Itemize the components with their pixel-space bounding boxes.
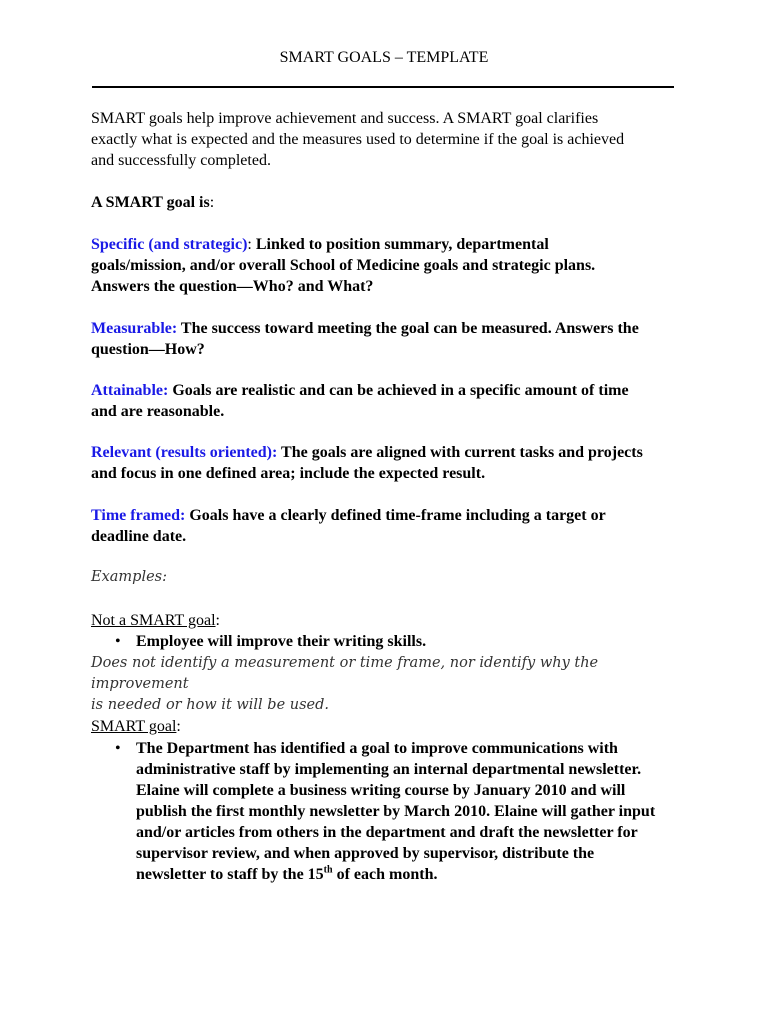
smart-bullet-text bbox=[136, 738, 695, 885]
title-rule bbox=[92, 86, 674, 88]
bullet-icon: • bbox=[115, 740, 121, 757]
criterion-text: Linked to position summary, departmental goals/mission, and/or overall School of Medicine goals and strategic plans. Answers the question—Who? and What? bbox=[91, 236, 596, 295]
not-smart-bullet bbox=[115, 631, 695, 652]
examples-label: Examples: bbox=[91, 569, 167, 585]
ordinal-suffix: th bbox=[323, 864, 333, 876]
bullet-icon: • bbox=[115, 633, 121, 650]
criterion-relevant bbox=[91, 442, 691, 484]
smart-bullet-main: The Department has identified a goal to improve communications with administrative staff by implementing an internal departmental newsletter. Elaine will complete a business writing course by January 2010 and will publish the first monthly newsletter by March 2010. Elaine will gather input and/or articles from others in the department and draft the newsletter for supervisor review, and when approved by supervisor, distribute the newsletter to staff by the 15 bbox=[136, 740, 656, 883]
not-smart-bullet-text: Employee will improve their writing skills. bbox=[136, 633, 427, 650]
intro-paragraph: SMART goals help improve achievement and success. A SMART goal clarifies exactly what is expected and the measures used to determine if the goal is achieved and successfully completed. bbox=[91, 110, 625, 169]
smart-bullet bbox=[115, 738, 695, 885]
page-title: SMART GOALS – TEMPLATE bbox=[279, 49, 489, 66]
criterion-term: Measurable: bbox=[91, 320, 178, 337]
criterion-term: Time framed: bbox=[91, 507, 186, 524]
smart-bullet-end: of each month. bbox=[332, 866, 438, 883]
criterion-sep: : bbox=[247, 236, 252, 253]
definition-heading-text: A SMART goal is bbox=[91, 194, 210, 211]
criterion-term: Specific (and strategic) bbox=[91, 236, 248, 253]
criterion-attainable bbox=[91, 380, 691, 422]
criterion-term: Relevant (results oriented): bbox=[91, 444, 278, 461]
criterion-measurable bbox=[91, 318, 691, 360]
criterion-text: The goals are aligned with current tasks and projects and focus in one defined area; include the expected result. bbox=[91, 444, 643, 482]
criterion-time-framed bbox=[91, 505, 691, 547]
criterion-specific bbox=[91, 234, 691, 297]
not-smart-heading-colon: : bbox=[215, 612, 220, 629]
not-smart-heading-text: Not a SMART goal bbox=[91, 612, 216, 629]
definition-heading bbox=[91, 192, 691, 213]
criterion-text: The success toward meeting the goal can be measured. Answers the question—How? bbox=[91, 320, 639, 358]
smart-heading-text: SMART goal bbox=[91, 718, 177, 735]
not-smart-heading bbox=[91, 610, 691, 631]
criterion-text: Goals are realistic and can be achieved in a specific amount of time and are reasonable. bbox=[91, 382, 629, 420]
not-smart-note: Does not identify a measurement or time frame, nor identify why the improvement is needed or how it will be used. bbox=[91, 655, 599, 713]
criterion-text: Goals have a clearly defined time-frame including a target or deadline date. bbox=[91, 507, 606, 545]
smart-heading-colon: : bbox=[176, 718, 181, 735]
definition-heading-colon: : bbox=[209, 194, 215, 211]
criterion-term: Attainable: bbox=[91, 382, 169, 399]
smart-heading bbox=[91, 716, 691, 737]
